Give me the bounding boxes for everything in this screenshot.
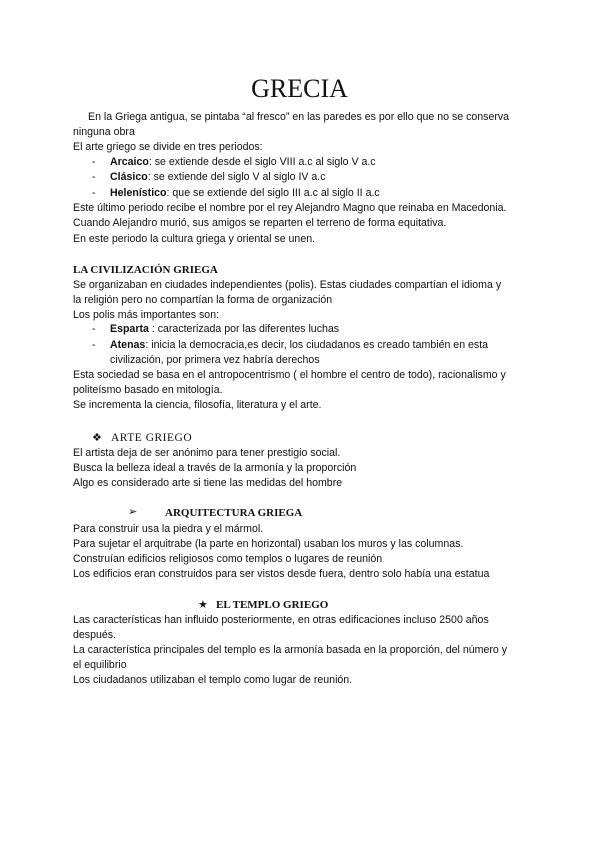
- intro-line-6: En este periodo la cultura griega y oriental se unen.: [73, 233, 316, 245]
- arq-line-1: Para construir usa la piedra y el mármol.: [73, 523, 264, 535]
- civ-line-2: la religión pero no compartían la forma de organización: [73, 294, 333, 306]
- civ-line-1: Se organizaban en ciudades independientes (polis). Estas ciudades compartían el idioma y: [73, 279, 502, 291]
- templo-line-3: La característica principales del templo es la armonía basada en la proporción, del número y: [73, 644, 507, 656]
- star-bullet-icon: ★: [198, 599, 208, 611]
- section-heading-civilizacion: LA CIVILIZACIÓN GRIEGA: [73, 264, 218, 276]
- intro-line-3: El arte griego se divide en tres periodos:: [73, 141, 263, 153]
- section-heading-templo: EL TEMPLO GRIEGO: [216, 599, 329, 611]
- period-item-helenistico: Helenístico: que se extiende del siglo III a.c al siglo II a.c: [110, 187, 380, 199]
- civ-line-6: Se incrementa la ciencia, filosofía, literatura y el arte.: [73, 399, 322, 411]
- intro-line-4: Este último periodo recibe el nombre por el rey Alejandro Magno que reinaba en Macedonia.: [73, 202, 507, 214]
- polis-atenas-continued: civilización, por primera vez habría derechos: [110, 354, 320, 366]
- arte-line-1: El artista deja de ser anónimo para tener prestigio social.: [73, 447, 341, 459]
- templo-line-1: Las características han influido posteriormente, en otras edificaciones incluso 2500 años: [73, 614, 489, 626]
- civ-line-3: Los polis más importantes son:: [73, 309, 220, 321]
- page-title: GRECIA: [251, 74, 348, 103]
- intro-line-5: Cuando Alejandro murió, sus amigos se reparten el terreno de forma equitativa.: [73, 217, 447, 229]
- intro-line-2: ninguna obra: [73, 126, 135, 138]
- polis-item-esparta: Esparta : caracterizada por las diferentes luchas: [110, 323, 340, 335]
- section-heading-arte: ARTE GRIEGO: [111, 432, 193, 444]
- intro-line-1: En la Griega antigua, se pintaba “al fresco” en las paredes es por ello que no se conserva: [88, 111, 510, 123]
- diamond-bullet-icon: ❖: [92, 432, 102, 444]
- arte-line-3: Algo es considerado arte si tiene las medidas del hombre: [73, 477, 343, 489]
- period-item-clasico: Clásico: se extiende del siglo V al siglo IV a.c: [110, 171, 326, 183]
- list-dash: -: [92, 171, 96, 183]
- period-item-arcaico: Arcaico: se extiende desde el siglo VIII a.c al siglo V a.c: [110, 156, 376, 168]
- templo-line-2: después.: [73, 629, 116, 641]
- arrowhead-bullet-icon: ➢: [128, 506, 138, 518]
- list-dash: -: [92, 187, 96, 199]
- civ-line-4: Esta sociedad se basa en el antropocentrismo ( el hombre el centro de todo), racionalismo y: [73, 369, 506, 381]
- list-dash: -: [92, 339, 96, 351]
- section-heading-arquitectura: ARQUITECTURA GRIEGA: [165, 507, 303, 519]
- list-dash: -: [92, 156, 96, 168]
- templo-line-4: el equilibrio: [73, 659, 127, 671]
- polis-item-atenas: Atenas: inicia la democracia,es decir, los ciudadanos es creado también en esta: [110, 339, 489, 351]
- templo-line-5: Los ciudadanos utilizaban el templo como lugar de reunión.: [73, 674, 353, 686]
- arte-line-2: Busca la belleza ideal a través de la armonía y la proporción: [73, 462, 357, 474]
- civ-line-5: politeísmo basado en mitología.: [73, 384, 223, 396]
- arq-line-2: Para sujetar el arquitrabe (la parte en horizontal) usaban los muros y las columnas.: [73, 538, 464, 550]
- list-dash: -: [92, 323, 96, 335]
- arq-line-4: Los edificios eran construidos para ser vistos desde fuera, dentro solo había una estatua: [73, 568, 490, 580]
- arq-line-3: Construían edificios religiosos como templos o lugares de reunión: [73, 553, 383, 565]
